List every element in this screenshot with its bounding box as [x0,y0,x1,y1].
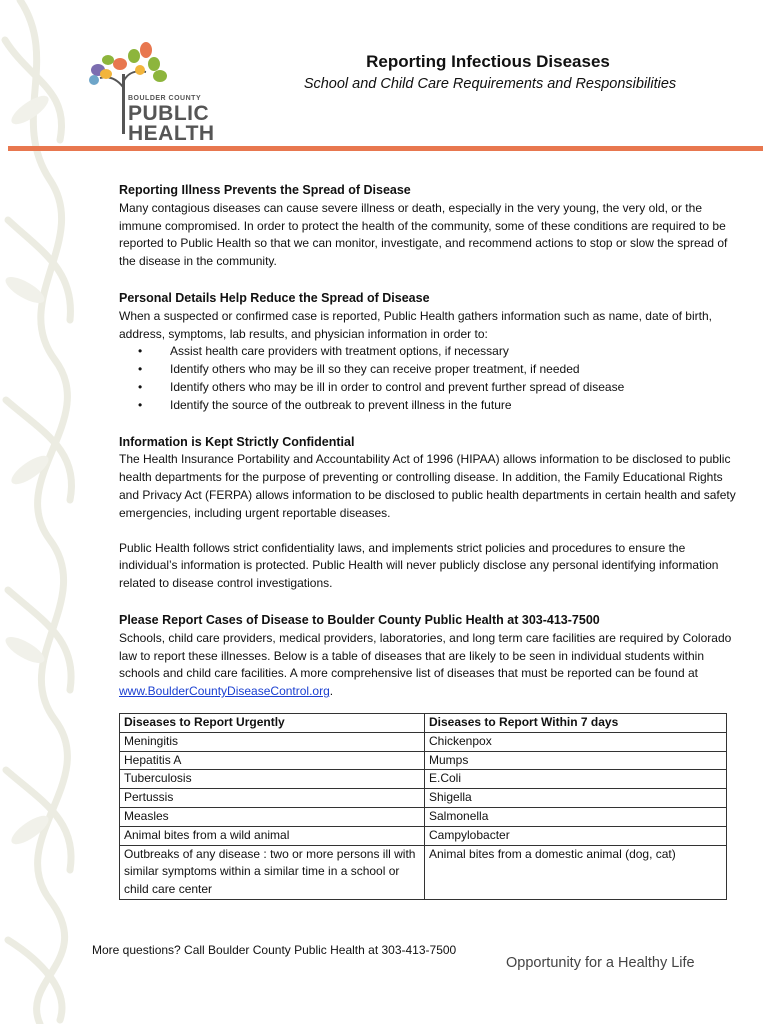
disease-control-link[interactable]: www.BoulderCountyDiseaseControl.org [119,684,330,699]
table-cell: Chickenpox [425,732,727,751]
table-cell: Measles [120,807,425,826]
section-report-cases [119,612,739,701]
table-row [120,789,727,808]
table-cell: Tuberculosis [120,770,425,789]
list-item: • Identify the source of the outbreak to prevent illness in the future [119,397,739,415]
section-heading: Personal Details Help Reduce the Spread of Disease [119,290,430,305]
list-item: • Identify others who may be ill in order to control and prevent further spread of disease [119,379,739,397]
table-cell: Pertussis [120,789,425,808]
section-body: The Health Insurance Portability and Accountability Act of 1996 (HIPAA) allows information to be disclosed to public health departments for the purpose of preventing or controlling disease. In addition, the Family Educational Rights and Privacy Act (FERPA) allows information to be disclosed to public health departments in certain health and safety emergencies, including urgent reportable diseases. [119,452,736,520]
section-body: Many contagious diseases can cause severe illness or death, especially in the very young, the very old, or the immune compromised. In order to protect the health of the community, some of these conditions are required to be reported to Public Health so that we can monitor, investigate, and recommend actions to stop or slow the spread of the disease in the community. [119,200,728,269]
table-cell: Meningitis [120,732,425,751]
table-cell: Animal bites from a domestic animal (dog, cat) [425,845,727,899]
section-reporting-illness [119,182,739,271]
logo-public-text: PUBLIC [128,102,210,125]
table-cell: Outbreaks of any disease : two or more persons ill with similar symptoms within a similar time in a school or child care center [120,845,425,899]
bullet-list [119,343,739,414]
section-body-text: Schools, child care providers, medical providers, laboratories, and long term care facilities are required by Colorado law to report these illnesses. Below is a table of diseases that are likely to be seen in individual students within schools and child care facilities. A more comprehensive list of diseases that must be reported can be found at [119,630,732,681]
logo-county-text: BOULDER COUNTY [128,95,202,102]
table-row [120,770,727,789]
table-row [120,826,727,845]
section-personal-details [119,290,739,415]
table-cell: Shigella [425,789,727,808]
table-cell: Hepatitis A [120,751,425,770]
table-cell: Salmonella [425,807,727,826]
table-cell: E.Coli [425,770,727,789]
column-header-urgent: Diseases to Report Urgently [120,713,425,732]
disease-table [119,713,727,900]
footer-tagline: Opportunity for a Healthy Life [506,955,695,971]
footer-contact-text: More questions? Call Boulder County Public Health at 303-413-7500 [92,943,457,957]
section-heading: Information is Kept Strictly Confidential [119,434,355,449]
section-body [119,630,739,701]
header-divider [8,146,763,151]
table-cell: Campylobacter [425,826,727,845]
section-confidential [119,434,739,593]
column-header-7-days: Diseases to Report Within 7 days [425,713,727,732]
section-heading: Reporting Illness Prevents the Spread of Disease [119,183,411,197]
table-cell: Animal bites from a wild animal [120,826,425,845]
list-item: • Identify others who may be ill so they can receive proper treatment, if needed [119,361,739,379]
table-row [120,807,727,826]
page-subtitle: School and Child Care Requirements and Responsibilities [303,76,677,92]
table-row [120,845,727,899]
page-title: Reporting Infectious Diseases [366,52,610,71]
section-body: When a suspected or confirmed case is reported, Public Health gathers information such as name, date of birth, address, symptoms, lab results, and physician information in order to: [119,308,712,341]
table-row [120,751,727,770]
table-header-row [120,713,727,732]
section-body-2: Public Health follows strict confidentiality laws, and implements strict policies and procedures to ensure the individual’s information is protected. Public Health will never publicly disclose any personal identifying information related to disease control investigations. [119,540,719,591]
logo-health-text: HEALTH [128,122,215,145]
table-row [120,732,727,751]
table-cell: Mumps [425,751,727,770]
decorative-vine-border [0,0,110,1024]
list-item: • Assist health care providers with treatment options, if necessary [119,343,739,361]
link-trailing-period: . [329,684,334,699]
section-heading: Please Report Cases of Disease to Boulder County Public Health at 303-413-7500 [119,612,600,627]
main-content [119,182,739,900]
